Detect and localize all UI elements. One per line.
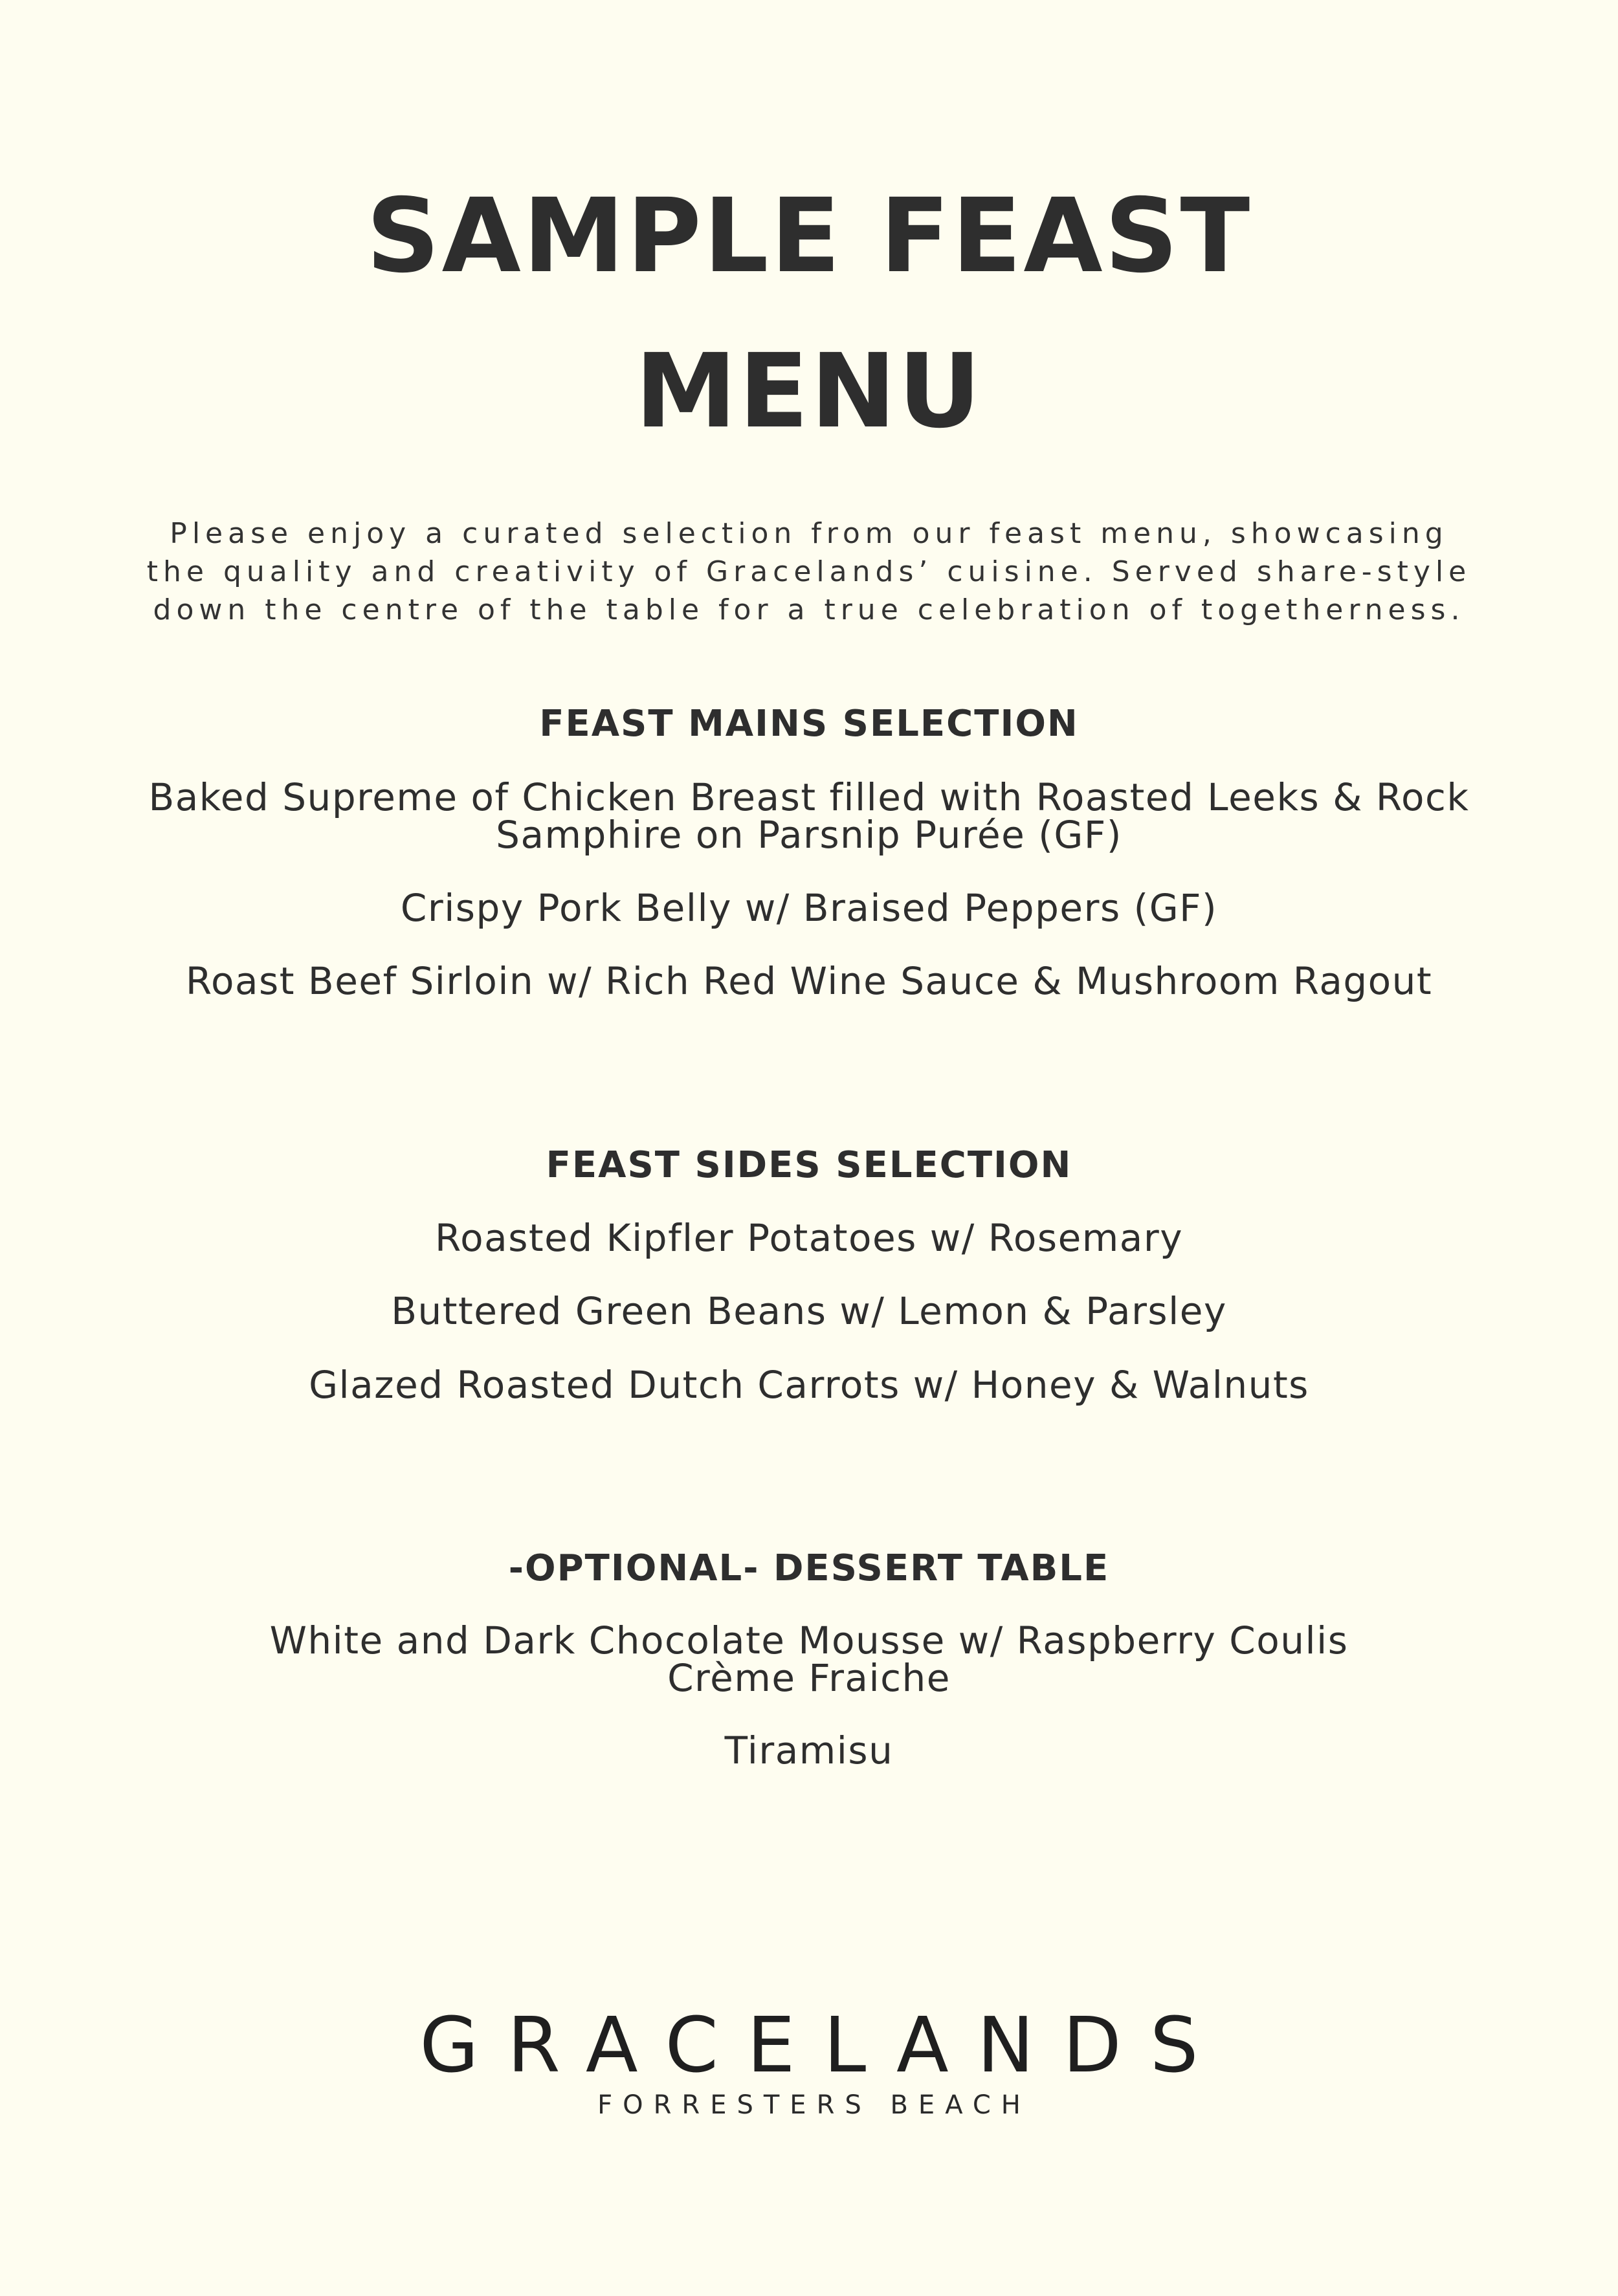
sides-item-beans-line-1: Buttered Green Beans w/ Lemon & Parsley xyxy=(391,1289,1227,1333)
sides-item-potatoes-line-1: Roasted Kipfler Potatoes w/ Rosemary xyxy=(434,1216,1184,1260)
dessert-item-tiramisu xyxy=(0,1728,1618,1772)
sides-heading: FEAST SIDES SELECTION xyxy=(546,1144,1072,1186)
page-title xyxy=(0,159,1618,469)
sides-item-beans xyxy=(0,1289,1618,1333)
mains-item-pork xyxy=(0,886,1618,930)
sides-item-carrots xyxy=(0,1363,1618,1407)
dessert-item-mousse xyxy=(0,1618,1618,1700)
mains-item-pork-line-1: Crispy Pork Belly w/ Braised Peppers (GF) xyxy=(400,886,1218,930)
page-title-line-2: MENU xyxy=(635,332,983,451)
intro-line-2: the quality and creativity of Gracelands’ cuisine. Served share-style xyxy=(146,555,1472,588)
dessert-item-mousse-line-2: Crème Fraiche xyxy=(667,1656,951,1700)
intro-paragraph xyxy=(129,514,1489,629)
mains-heading: FEAST MAINS SELECTION xyxy=(539,703,1079,745)
intro-line-1: Please enjoy a curated selection from our feast menu, showcasing xyxy=(170,517,1448,550)
mains-item-chicken-line-1: Baked Supreme of Chicken Breast filled with Roasted Leeks & Rock xyxy=(148,775,1470,819)
mains-item-chicken-line-2: Samphire on Parsnip Purée (GF) xyxy=(496,813,1122,857)
page-title-line-1: SAMPLE FEAST xyxy=(366,177,1252,296)
mains-item-beef xyxy=(0,959,1618,1003)
dessert-item-tiramisu-line-1: Tiramisu xyxy=(724,1728,894,1772)
mains-item-chicken xyxy=(0,775,1618,857)
dessert-item-mousse-line-1: White and Dark Chocolate Mousse w/ Raspberry Coulis xyxy=(269,1618,1349,1662)
dessert-heading: -OPTIONAL- DESSERT TABLE xyxy=(508,1547,1110,1589)
sides-item-carrots-line-1: Glazed Roasted Dutch Carrots w/ Honey & Walnuts xyxy=(309,1363,1309,1407)
intro-line-3: down the centre of the table for a true celebration of togetherness. xyxy=(153,593,1465,626)
sides-item-potatoes xyxy=(0,1216,1618,1260)
brand-location: FORRESTERS BEACH xyxy=(597,2090,1031,2120)
mains-item-beef-line-1: Roast Beef Sirloin w/ Rich Red Wine Sauce & Mushroom Ragout xyxy=(185,959,1433,1003)
brand-logo-name: GRACELANDS xyxy=(419,2000,1227,2090)
